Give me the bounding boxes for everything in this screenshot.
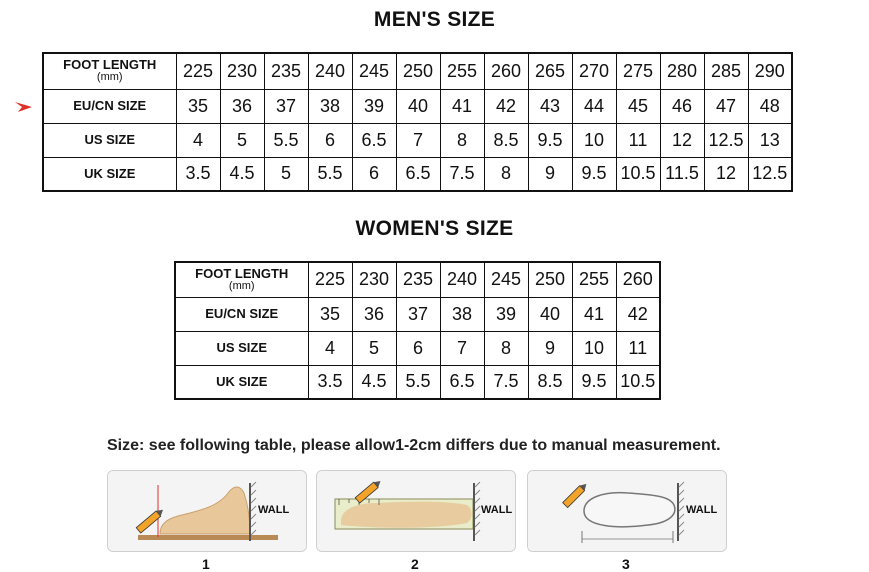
foot-length-cell: 230	[220, 53, 264, 89]
us-size-cell: 11	[616, 331, 660, 365]
foot-length-cell: 235	[396, 262, 440, 297]
uk-size-cell: 7.5	[440, 157, 484, 191]
row-label: UK SIZE	[43, 157, 176, 191]
foot-length-cell: 245	[352, 53, 396, 89]
foot-length-cell: 260	[616, 262, 660, 297]
uk-size-cell: 3.5	[308, 365, 352, 399]
eu-cn-size-cell: 35	[176, 89, 220, 123]
uk-size-cell: 4.5	[352, 365, 396, 399]
uk-size-cell: 6.5	[396, 157, 440, 191]
foot-length-header	[175, 262, 308, 297]
wall-label: WALL	[481, 504, 513, 516]
step-number: 3	[622, 556, 630, 572]
uk-size-cell: 9.5	[572, 365, 616, 399]
unit-label: (mm)	[96, 71, 123, 84]
uk-size-cell: 7.5	[484, 365, 528, 399]
us-size-cell: 9.5	[528, 123, 572, 157]
step-number: 1	[202, 556, 210, 572]
us-size-cell: 4	[308, 331, 352, 365]
foot-length-cell: 265	[528, 53, 572, 89]
us-size-cell: 12	[660, 123, 704, 157]
foot-length-cell: 240	[440, 262, 484, 297]
us-size-cell: 8.5	[484, 123, 528, 157]
uk-size-cell: 12.5	[748, 157, 792, 191]
foot-length-cell: 255	[572, 262, 616, 297]
us-size-cell: 5	[352, 331, 396, 365]
us-size-cell: 9	[528, 331, 572, 365]
uk-size-cell: 11.5	[660, 157, 704, 191]
uk-size-cell: 3.5	[176, 157, 220, 191]
row-label: US SIZE	[43, 123, 176, 157]
uk-size-cell: 5	[264, 157, 308, 191]
eu-cn-size-cell: 40	[528, 297, 572, 331]
men-size-table	[42, 52, 793, 192]
foot-length-cell: 260	[484, 53, 528, 89]
uk-size-cell: 5.5	[308, 157, 352, 191]
eu-cn-size-cell: 41	[572, 297, 616, 331]
uk-size-cell: 10.5	[616, 365, 660, 399]
uk-size-cell: 6	[352, 157, 396, 191]
measure-step-1-panel	[107, 470, 307, 552]
us-size-cell: 8	[440, 123, 484, 157]
women-size-table	[174, 261, 661, 400]
us-size-cell: 4	[176, 123, 220, 157]
us-size-cell: 5.5	[264, 123, 308, 157]
step-number: 2	[411, 556, 419, 572]
us-size-cell: 7	[396, 123, 440, 157]
eu-cn-size-cell: 39	[484, 297, 528, 331]
eu-cn-size-cell: 36	[352, 297, 396, 331]
uk-size-cell: 12	[704, 157, 748, 191]
eu-cn-size-cell: 48	[748, 89, 792, 123]
uk-row	[43, 157, 792, 191]
foot-length-cell: 250	[396, 53, 440, 89]
row-label: UK SIZE	[175, 365, 308, 399]
us-size-cell: 7	[440, 331, 484, 365]
eu-cn-size-cell: 35	[308, 297, 352, 331]
foot-length-cell: 240	[308, 53, 352, 89]
women-size-title: WOMEN'S SIZE	[355, 217, 514, 240]
us-row	[175, 331, 660, 365]
us-size-cell: 5	[220, 123, 264, 157]
us-size-cell: 6	[396, 331, 440, 365]
wall-label: WALL	[686, 504, 718, 516]
foot-length-cell: 235	[264, 53, 308, 89]
foot-length-cell: 225	[308, 262, 352, 297]
measure-step-2-panel	[316, 470, 516, 552]
eu-cn-size-cell: 44	[572, 89, 616, 123]
eu-cn-size-cell: 37	[264, 89, 308, 123]
foot-length-cell: 250	[528, 262, 572, 297]
men-size-title: MEN'S SIZE	[373, 8, 496, 31]
wall-label: WALL	[258, 504, 290, 516]
foot-length-cell: 255	[440, 53, 484, 89]
red-arrow-icon	[14, 99, 34, 113]
foot-length-cell: 285	[704, 53, 748, 89]
eu-cn-size-cell: 38	[440, 297, 484, 331]
foot-length-cell: 280	[660, 53, 704, 89]
unit-label: (mm)	[228, 279, 255, 292]
eu-cn-size-cell: 40	[396, 89, 440, 123]
us-size-cell: 10	[572, 123, 616, 157]
foot-length-row	[43, 53, 792, 89]
uk-size-cell: 9.5	[572, 157, 616, 191]
row-label: US SIZE	[175, 331, 308, 365]
eu-cn-size-cell: 41	[440, 89, 484, 123]
measurement-note: Size: see following table, please allow1-2cm differs due to manual measurement.	[107, 437, 721, 454]
us-size-cell: 12.5	[704, 123, 748, 157]
uk-row	[175, 365, 660, 399]
foot-length-cell: 275	[616, 53, 660, 89]
eu-cn-row	[43, 89, 792, 123]
eu-cn-size-cell: 45	[616, 89, 660, 123]
uk-size-cell: 5.5	[396, 365, 440, 399]
uk-size-cell: 6.5	[440, 365, 484, 399]
measure-step-3-panel	[527, 470, 727, 552]
foot-length-cell: 290	[748, 53, 792, 89]
foot-length-header	[43, 53, 176, 89]
foot-length-cell: 245	[484, 262, 528, 297]
us-size-cell: 10	[572, 331, 616, 365]
eu-cn-row	[175, 297, 660, 331]
us-size-cell: 13	[748, 123, 792, 157]
uk-size-cell: 4.5	[220, 157, 264, 191]
us-size-cell: 6.5	[352, 123, 396, 157]
eu-cn-size-cell: 36	[220, 89, 264, 123]
eu-cn-size-cell: 47	[704, 89, 748, 123]
us-row	[43, 123, 792, 157]
foot-length-label: FOOT LENGTH	[195, 265, 289, 281]
uk-size-cell: 10.5	[616, 157, 660, 191]
foot-length-row	[175, 262, 660, 297]
eu-cn-size-cell: 43	[528, 89, 572, 123]
foot-length-cell: 270	[572, 53, 616, 89]
uk-size-cell: 9	[528, 157, 572, 191]
foot-length-cell: 225	[176, 53, 220, 89]
eu-cn-size-cell: 42	[484, 89, 528, 123]
row-label: EU/CN SIZE	[175, 297, 308, 331]
eu-cn-size-cell: 46	[660, 89, 704, 123]
eu-cn-size-cell: 37	[396, 297, 440, 331]
eu-cn-size-cell: 42	[616, 297, 660, 331]
eu-cn-size-cell: 39	[352, 89, 396, 123]
uk-size-cell: 8.5	[528, 365, 572, 399]
us-size-cell: 8	[484, 331, 528, 365]
uk-size-cell: 8	[484, 157, 528, 191]
foot-length-cell: 230	[352, 262, 396, 297]
eu-cn-size-cell: 38	[308, 89, 352, 123]
us-size-cell: 11	[616, 123, 660, 157]
row-label: EU/CN SIZE	[43, 89, 176, 123]
foot-length-label: FOOT LENGTH	[63, 57, 157, 73]
us-size-cell: 6	[308, 123, 352, 157]
